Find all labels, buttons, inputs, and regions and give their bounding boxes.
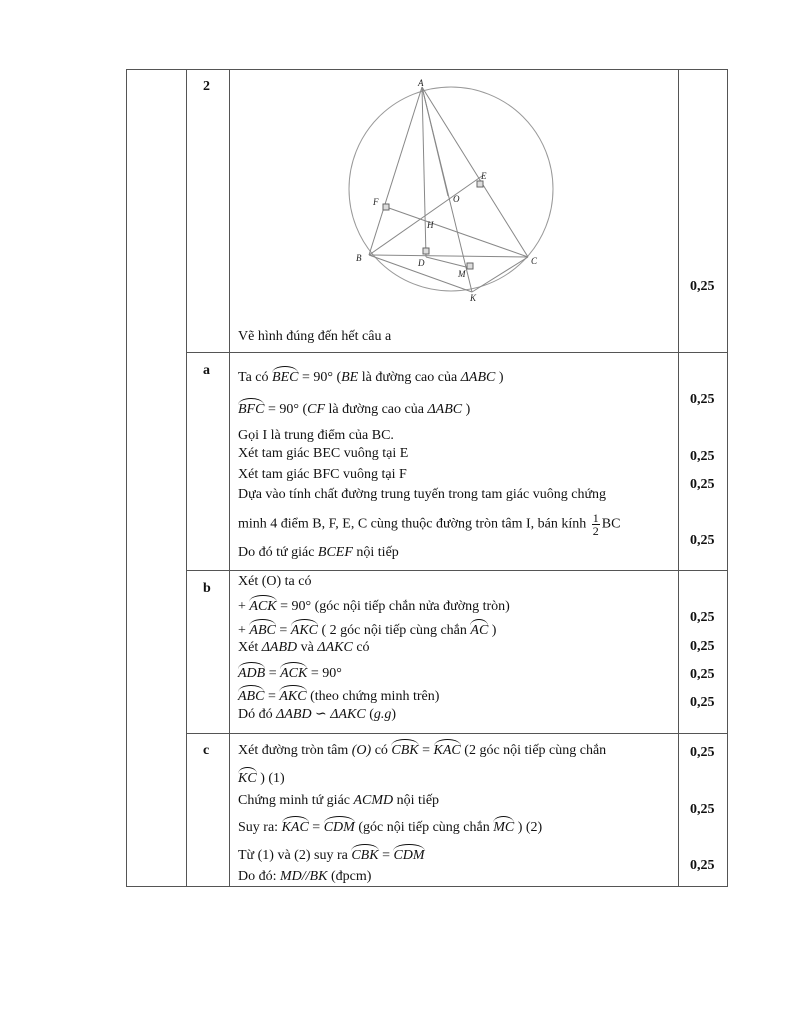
table-border-top <box>126 69 728 70</box>
part-c-line-6: Do đó: MD//BK (đpcm) <box>238 869 372 884</box>
part-a-line-7: minh 4 điểm B, F, E, C cùng thuộc đường tròn tâm I, bán kính $\frac{1}{2}$ BC <box>238 511 621 538</box>
label-C: C <box>531 256 538 266</box>
part-c-line-4: Suy ra: KAC = CDM (góc nội tiếp cùng chắn MC ) (2) <box>238 817 542 836</box>
part-b-line-4: Xét ΔABD và ΔAKC có <box>238 640 370 655</box>
table-border-right <box>727 69 728 887</box>
label-D: D <box>418 258 425 268</box>
table-border-bottom <box>126 886 728 887</box>
section-number: 2 <box>203 79 210 94</box>
label-O: O <box>453 194 460 204</box>
part-a-line-8: Do đó tứ giác BCEF nội tiếp <box>238 545 399 560</box>
label-B: B <box>356 253 362 263</box>
fraction-one-half: $\frac{1}{2}$ <box>592 511 599 538</box>
part-b-line-3: + ABC = AKC ( 2 góc nội tiếp cùng chắn AC ) <box>238 620 496 639</box>
score-b-4: 0,25 <box>690 695 715 710</box>
part-b-line-7: Dó đó ΔABD ∽ ΔAKC (g.g) <box>238 707 397 722</box>
part-a-line-6: Dựa vào tính chất đường trung tuyến trong tam giác vuông chứng <box>238 487 607 502</box>
geometry-figure <box>340 78 570 308</box>
row-divider-3 <box>186 733 728 734</box>
column-divider-3 <box>678 69 679 887</box>
score-a-3: 0,25 <box>690 477 715 492</box>
part-c-line-5: Từ (1) và (2) suy ra CBK = CDM <box>238 845 425 864</box>
part-a-line-1: Ta có BEC = 90° (BE là đường cao của ΔABC ) <box>238 367 504 386</box>
part-b-line-5: ADB = ACK = 90° <box>238 663 342 682</box>
label-F: F <box>373 197 379 207</box>
score-a-1: 0,25 <box>690 392 715 407</box>
score-c-1: 0,25 <box>690 745 715 760</box>
label-E: E <box>481 171 487 181</box>
score-a-2: 0,25 <box>690 449 715 464</box>
part-a-line-5: Xét tam giác BFC vuông tại F <box>238 467 407 482</box>
part-c-line-2: KC ) (1) <box>238 768 285 787</box>
part-a-line-2: BFC = 90° (CF là đường cao của ΔABC ) <box>238 399 470 418</box>
score-b-3: 0,25 <box>690 667 715 682</box>
table-border-left <box>126 69 127 887</box>
label-H: H <box>427 220 434 230</box>
column-divider-1 <box>186 69 187 887</box>
score-a-4: 0,25 <box>690 533 715 548</box>
part-a-line-4: Xét tam giác BEC vuông tại E <box>238 446 409 461</box>
score-c-2: 0,25 <box>690 802 715 817</box>
column-divider-2 <box>229 69 230 887</box>
label-M: M <box>458 269 466 279</box>
label-K: K <box>470 293 477 303</box>
figure-caption: Vẽ hình đúng đến hết câu a <box>238 329 392 344</box>
score-c-3: 0,25 <box>690 858 715 873</box>
part-c-line-3: Chứng minh tứ giác ACMD nội tiếp <box>238 793 440 808</box>
row-divider-1 <box>186 352 728 353</box>
part-b-label: b <box>203 581 211 596</box>
row-divider-2 <box>186 570 728 571</box>
score-section2: 0,25 <box>690 279 715 294</box>
part-c-line-1: Xét đường tròn tâm (O) có CBK = KAC (2 góc nội tiếp cùng chắn <box>238 740 606 759</box>
score-b-1: 0,25 <box>690 610 715 625</box>
label-A: A <box>418 78 424 88</box>
part-a-label: a <box>203 363 210 378</box>
part-b-line-2: + ACK = 90° (góc nội tiếp chắn nửa đường tròn) <box>238 596 510 615</box>
part-b-line-6: ABC = AKC (theo chứng minh trên) <box>238 686 439 705</box>
score-b-2: 0,25 <box>690 639 715 654</box>
part-c-label: c <box>203 743 210 758</box>
part-a-line-3: Gọi I là trung điểm của BC. <box>238 428 394 443</box>
part-b-line-1: Xét (O) ta có <box>238 574 312 589</box>
